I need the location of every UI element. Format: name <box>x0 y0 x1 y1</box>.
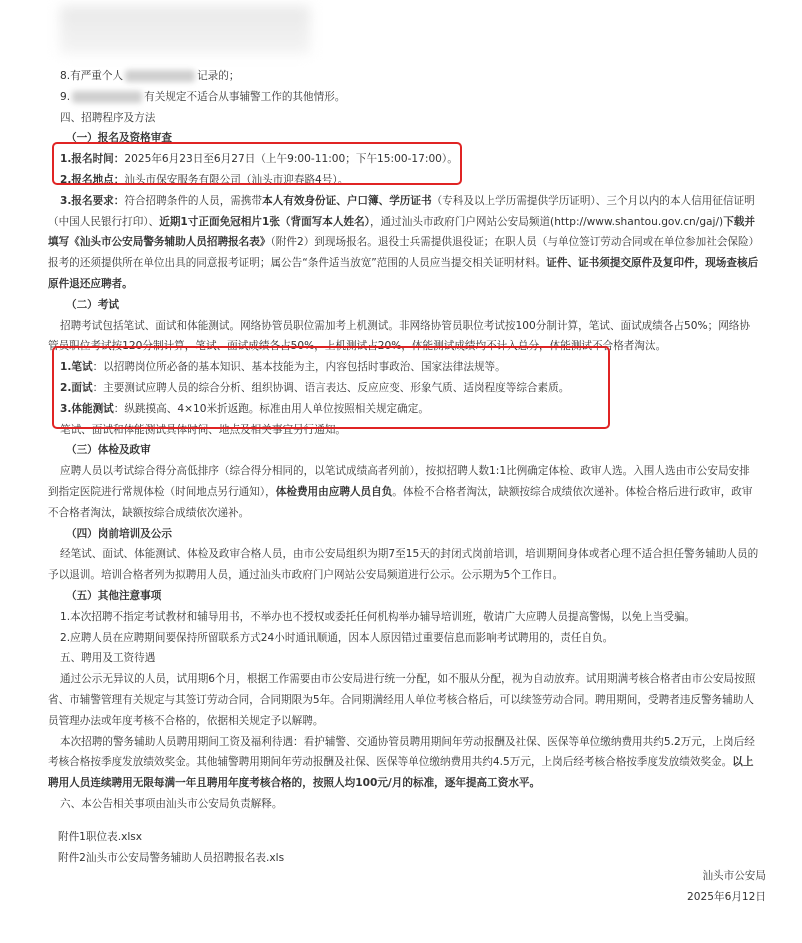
medical-paragraph: 应聘人员以考试综合得分高低排序（综合得分相同的，以笔试成绩高者列前），按拟招聘人数1:1比例确定体检、政审人选。入围人选由市公安局安排到指定医院进行常规体检（时间地点另行通知），体检费用由应聘人员自负。体检不合格者淘汰，缺额按综合成绩依次递补。体检合格后进行政审，政审不合格者淘汰，缺额按综合成绩依次递补。 <box>48 465 753 519</box>
registration-requirements: 3.报名要求：符合招聘条件的人员，需携带本人有效身份证、户口簿、学历证书（专科及以上学历需提供学历证明）、三个月以内的本人信用征信证明（中国人民银行打印）、近期1寸正面免冠相片1张（背面写本人姓名），通过汕头市政府门户网站公安局频道(http://www.shantou.gov.cn/gaj/)下载并填写《汕头市公安局警务辅助人员招聘报名表》（附件2）到现场报名。退役士兵需提供退役证；在职人员（与单位签订劳动合同或在单位参加社会保险）报考的还须提供所在单位出具的同意报考证明；属公告“条件适当放宽”范围的人员应当提交相关证明材料。证件、证书须提交原件及复印件，现场查核后原件退还应聘者。 <box>48 194 760 290</box>
interview: 2.面试：主要测试应聘人员的综合分析、组织协调、语言表达、反应应变、形象气质、适岗程度等综合素质。 <box>60 381 570 394</box>
section-6-title: 六、本公告相关事项由汕头市公安局负责解释。 <box>60 797 283 810</box>
section-4-title: 四、招聘程序及方法 <box>60 111 156 124</box>
item-8: 8.有严重个人 记录的； <box>60 70 240 82</box>
heading-registration: （一）报名及资格审查 <box>66 132 172 145</box>
heading-medical: （三）体检及政审 <box>66 444 151 457</box>
attachment-2[interactable]: 附件2汕头市公安局警务辅助人员招聘报名表.xls <box>58 852 285 864</box>
blurred-region <box>60 6 310 54</box>
issuer-name: 汕头市公安局 <box>702 870 766 882</box>
registration-time: 1.报名时间：2025年6月23日至6月27日（上午9:00-11:00；下午15:00-17:00）。 <box>60 153 458 166</box>
blurred-text <box>72 91 142 103</box>
other-item-2: 2.应聘人员在应聘期间要保持所留联系方式24小时通讯顺通，因本人原因错过重要信息而影响考试聘用的，责任自负。 <box>60 631 614 644</box>
exam-note: 笔试、面试和体能测试具体时间、地点及相关事宜另行通知。 <box>60 423 347 436</box>
training-paragraph: 经笔试、面试、体能测试、体检及政审合格人员，由市公安局组织为期7至15天的封闭式岗前培训，培训期间身体或者心理不适合担任警务辅助人员的予以退训。培训合格者列为拟聘用人员，通过汕头市政府门户网站公安局频道进行公示。公示期为5个工作日。 <box>48 548 759 582</box>
other-item-1: 1.本次招聘不指定考试教材和辅导用书，不举办也不授权或委托任何机构举办辅导培训班，敬请广大应聘人员提高警惕，以免上当受骗。 <box>60 610 696 623</box>
pay-paragraph-2: 本次招聘的警务辅助人员聘用期间工资及福利待遇：看护辅警、交通协管员聘用期间年劳动报酬及社保、医保等单位缴纳费用共约5.2万元，上岗后经考核合格按季度发放绩效奖金。其他辅警聘用期间年劳动报酬及社保、医保等单位缴纳费用共约4.5万元，上岗后经考核合格按季度发放绩效奖金。以上聘用人员连续聘用无限每满一年且聘用年度考核合格的，按照人均100元/月的标准，逐年提高工资水平。 <box>48 735 755 790</box>
attachment-1[interactable]: 附件1职位表.xlsx <box>58 831 143 843</box>
fitness-test: 3.体能测试：纵跳摸高、4×10米折返跑。标准由用人单位按照相关规定确定。 <box>60 402 429 415</box>
heading-training: （四）岗前培训及公示 <box>66 527 172 540</box>
blurred-text <box>125 70 195 82</box>
item-9: 9. 有关规定不适合从事辅警工作的其他情形。 <box>60 90 346 103</box>
heading-exam: （二）考试 <box>66 298 119 311</box>
section-5-title: 五、聘用及工资待遇 <box>60 652 156 665</box>
heading-other: （五）其他注意事项 <box>66 589 162 602</box>
exam-paragraph: 招聘考试包括笔试、面试和体能测试。网络协管员职位需加考上机测试。非网络协管员职位考试按100分制计算，笔试、面试成绩各占50%；网络协管员职位考试按120分制计算，笔试、面试成绩各占50%，上机测试占20%，体能测试成绩均不计入总分，体能测试不合格者淘汰。 <box>48 319 750 353</box>
registration-place: 2.报名地点：汕头市保安服务有限公司（汕头市迎春路4号）。 <box>60 173 349 186</box>
issue-date: 2025年6月12日 <box>687 891 766 903</box>
written-test: 1.笔试：以招聘岗位所必备的基本知识、基本技能为主，内容包括时事政治、国家法律法规等。 <box>60 361 506 374</box>
pay-paragraph-1: 通过公示无异议的人员，试用期6个月，根据工作需要由市公安局进行统一分配，如不服从分配，视为自动放弃。试用期满考核合格者由市公安局按照省、市辅警管理有关规定与其签订劳动合同，合同期限为5年。合同期满经用人单位考核合格后，可以续签劳动合同。聘用期间，受聘者违反警务辅助人员管理办法或年度考核不合格的，依据相关规定予以解聘。 <box>48 673 756 727</box>
